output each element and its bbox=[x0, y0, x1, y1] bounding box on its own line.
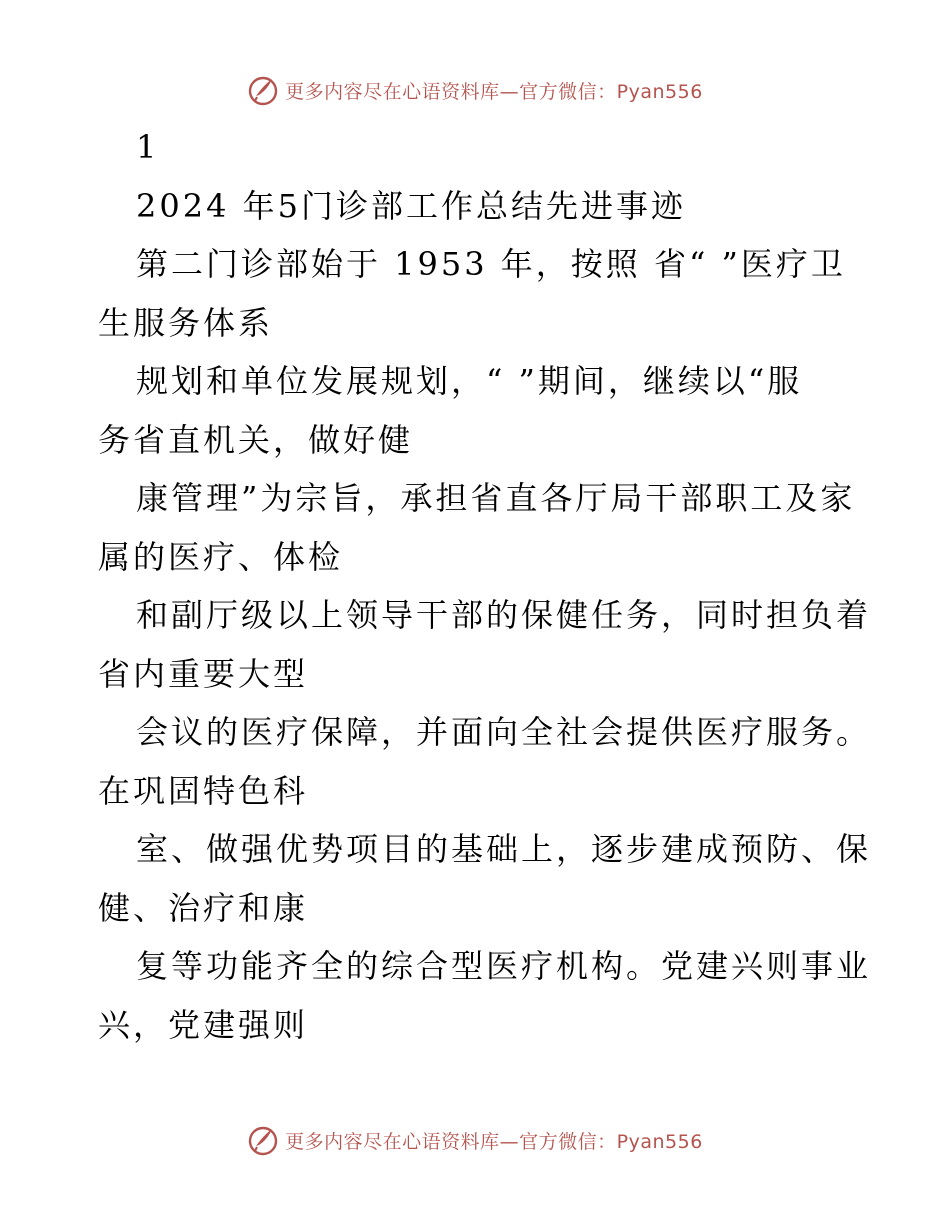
text-line: 健、治疗和康 bbox=[98, 888, 309, 927]
text-line: 属的医疗、体检 bbox=[98, 537, 344, 576]
text-line: 在巩固特色科 bbox=[98, 771, 309, 810]
quill-seal-logo-icon bbox=[247, 74, 279, 106]
quill-seal-logo-icon bbox=[247, 1124, 279, 1156]
text-line: 1 bbox=[136, 128, 160, 166]
text-line: 康管理”为宗旨，承担省直各厅局干部职工及家 bbox=[136, 479, 856, 517]
watermark-text: 更多内容尽在心语资料库—官方微信：Pyan556 bbox=[285, 80, 703, 103]
text-line: 复等功能齐全的综合型医疗机构。党建兴则事业 bbox=[136, 947, 872, 985]
text-line: 室、做强优势项目的基础上，逐步建成预防、保 bbox=[136, 830, 872, 868]
footer-watermark bbox=[0, 1120, 950, 1160]
text-line: 生服务体系 bbox=[98, 303, 274, 342]
text-line: 务省直机关，做好健 bbox=[98, 420, 414, 459]
text-line: 和副厅级以上领导干部的保健任务，同时担负着 bbox=[136, 596, 872, 634]
text-line: 兴，党建强则 bbox=[98, 1005, 309, 1044]
text-line: 会议的医疗保障，并面向全社会提供医疗服务。 bbox=[136, 713, 872, 751]
document-body bbox=[98, 118, 872, 1054]
text-line: 第二门诊部始于 1953 年，按照 省“ ”医疗卫 bbox=[136, 245, 846, 283]
text-line: 规划和单位发展规划，“ ”期间，继续以“服 bbox=[136, 362, 803, 400]
text-line: 省内重要大型 bbox=[98, 654, 309, 693]
header-watermark bbox=[0, 70, 950, 110]
watermark-text: 更多内容尽在心语资料库—官方微信：Pyan556 bbox=[285, 1130, 703, 1153]
text-line: 2024 年5门诊部工作总结先进事迹 bbox=[136, 186, 686, 225]
